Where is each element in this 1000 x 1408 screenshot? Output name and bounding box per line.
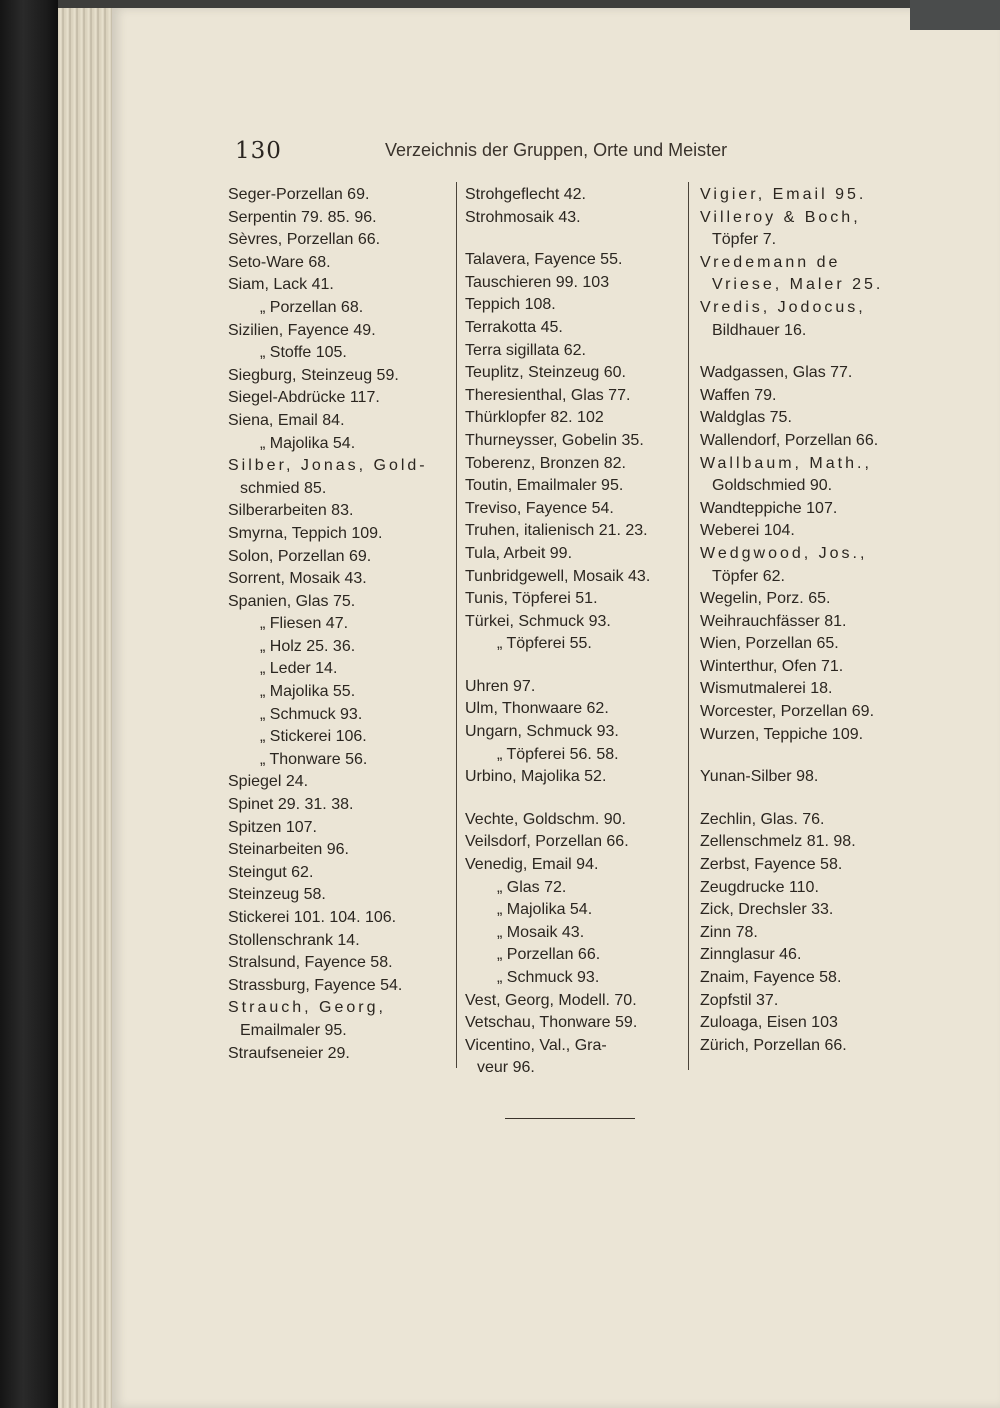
index-entry: Zinnglasur 46.	[700, 946, 802, 964]
index-entry: Vetschau, Thonware 59.	[465, 1014, 638, 1032]
index-entry-continuation: Vriese, Maler 25.	[712, 276, 884, 294]
index-entry: Strassburg, Fayence 54.	[228, 976, 403, 994]
index-entry: Vechte, Goldschm. 90.	[465, 810, 626, 828]
index-entry: Teuplitz, Steinzeug 60.	[465, 364, 626, 382]
index-entry-continuation: Töpfer 62.	[712, 567, 785, 585]
column-divider	[688, 182, 689, 1070]
index-entry: Strohmosaik 43.	[465, 208, 581, 226]
index-subentry: „ Schmuck 93.	[497, 969, 600, 986]
book-spine	[0, 0, 58, 1408]
index-entry: Thürklopfer 82. 102	[465, 409, 604, 427]
index-entry: Znaim, Fayence 58.	[700, 969, 842, 986]
index-entry: Treviso, Fayence 54.	[465, 499, 614, 517]
index-entry: Siegburg, Steinzeug 59.	[228, 366, 399, 384]
index-subentry: „ Leder 14.	[260, 660, 338, 678]
page-number: 130	[235, 138, 282, 164]
index-entry: Toberenz, Bronzen 82.	[465, 454, 626, 472]
index-entry: Truhen, italienisch 21. 23.	[465, 522, 648, 540]
index-entry: Teppich 108.	[465, 296, 556, 314]
index-entry: Tunis, Töpferei 51.	[465, 590, 598, 608]
index-entry: Strauch, Georg,	[228, 999, 386, 1017]
index-entry: Toutin, Emailmaler 95.	[465, 477, 624, 495]
index-entry-continuation: schmied 85.	[240, 479, 327, 497]
index-entry: Uhren 97.	[465, 677, 536, 695]
running-title: Verzeichnis der Gruppen, Orte und Meister	[385, 140, 728, 160]
index-entry: Vest, Georg, Modell. 70.	[465, 991, 637, 1009]
index-subentry: „ Töpferei 55.	[497, 635, 592, 653]
index-entry: Sèvres, Porzellan 66.	[228, 231, 381, 249]
index-entry: Smyrna, Teppich 109.	[228, 524, 383, 542]
index-entry: Wandteppiche 107.	[700, 499, 838, 517]
letter-gap	[700, 789, 930, 809]
index-entry: Wadgassen, Glas 77.	[700, 364, 853, 382]
index-entry: Weihrauchfässer 81.	[700, 612, 847, 630]
index-entry: Tula, Arbeit 99.	[465, 544, 573, 562]
index-subentry: „ Majolika 54.	[260, 434, 356, 452]
index-entry: Vredis, Jodocus,	[700, 298, 866, 316]
index-subentry: „ Holz 25. 36.	[260, 637, 356, 655]
index-subentry: „ Fliesen 47.	[260, 615, 349, 633]
index-entry: Wallbaum, Math.,	[700, 454, 872, 472]
index-entry: Wismutmalerei 18.	[700, 680, 833, 698]
index-entry: Spitzen 107.	[228, 818, 317, 836]
index-entry: Silberarbeiten 83.	[228, 502, 354, 520]
index-entry: Wallendorf, Porzellan 66.	[700, 431, 879, 449]
index-entry-continuation: Töpfer 7.	[712, 231, 777, 249]
index-entry: Wien, Porzellan 65.	[700, 635, 839, 653]
page-header	[235, 138, 780, 168]
scan-top-strip	[0, 0, 1000, 8]
index-entry: Theresienthal, Glas 77.	[465, 386, 631, 404]
letter-gap	[700, 746, 930, 766]
index-entry: Wegelin, Porz. 65.	[700, 590, 831, 608]
index-entry: Veilsdorf, Porzellan 66.	[465, 833, 629, 851]
index-entry: Wurzen, Teppiche 109.	[700, 725, 864, 743]
index-entry: Steinzeug 58.	[228, 886, 326, 904]
index-entry: Thurneysser, Gobelin 35.	[465, 431, 644, 449]
index-entry: Tunbridgewell, Mosaik 43.	[465, 567, 651, 585]
index-subentry: „ Schmuck 93.	[260, 705, 363, 723]
index-subentry: „ Majolika 54.	[497, 901, 593, 919]
index-entry-continuation: Emailmaler 95.	[240, 1021, 347, 1039]
letter-gap	[465, 229, 687, 249]
index-entry: Spanien, Glas 75.	[228, 592, 356, 610]
index-entry: Zerbst, Fayence 58.	[700, 856, 843, 874]
index-entry: Villeroy & Boch,	[700, 208, 861, 226]
index-subentry: „ Majolika 55.	[260, 683, 356, 701]
index-entry: Urbino, Majolika 52.	[465, 768, 607, 786]
index-entry: Terrakotta 45.	[465, 318, 563, 336]
index-subentry: „ Porzellan 68.	[260, 298, 364, 316]
index-entry: Spinet 29. 31. 38.	[228, 796, 354, 814]
index-entry: Stickerei 101. 104. 106.	[228, 909, 397, 926]
index-entry: Siena, Email 84.	[228, 411, 345, 429]
index-column-3	[700, 184, 930, 1057]
index-entry: Ulm, Thonwaare 62.	[465, 700, 609, 718]
index-entry: Wedgwood, Jos.,	[700, 544, 868, 562]
index-column-1	[228, 184, 453, 1065]
index-entry: Zechlin, Glas. 76.	[700, 810, 825, 828]
index-entry-continuation: Goldschmied 90.	[712, 477, 833, 495]
letter-gap	[465, 656, 687, 676]
index-entry: Straufseneier 29.	[228, 1044, 350, 1062]
index-entry: Weberei 104.	[700, 522, 795, 540]
index-entry: Vicentino, Val., Gra-	[465, 1036, 607, 1054]
index-entry: Siegel-Abdrücke 117.	[228, 389, 380, 407]
index-entry: Winterthur, Ofen 71.	[700, 657, 844, 675]
index-entry: Zopfstil 37.	[700, 991, 779, 1009]
index-entry: Seto-Ware 68.	[228, 253, 331, 271]
index-entry: Spiegel 24.	[228, 773, 309, 791]
index-entry: Vredemann de	[700, 253, 841, 271]
index-entry: Steingut 62.	[228, 863, 314, 881]
page-edges	[58, 8, 118, 1408]
index-entry: Zeugdrucke 110.	[700, 878, 819, 896]
index-subentry: „ Porzellan 66.	[497, 946, 601, 964]
index-entry: Tauschieren 99. 103	[465, 273, 610, 291]
index-column-2	[465, 184, 687, 1080]
index-entry: Zellenschmelz 81. 98.	[700, 833, 856, 851]
index-entry-continuation: veur 96.	[477, 1059, 535, 1077]
index-entry: Worcester, Porzellan 69.	[700, 703, 875, 721]
letter-gap	[700, 342, 930, 362]
index-entry: Seger-Porzellan 69.	[228, 186, 370, 203]
index-subentry: „ Töpferei 56. 58.	[497, 745, 619, 763]
letter-gap	[465, 789, 687, 809]
column-divider	[456, 182, 457, 1068]
index-entry: Terra sigillata 62.	[465, 341, 586, 359]
index-entry: Türkei, Schmuck 93.	[465, 612, 611, 630]
index-entry: Steinarbeiten 96.	[228, 841, 349, 859]
index-entry: Vigier, Email 95.	[700, 186, 867, 203]
index-entry: Venedig, Email 94.	[465, 856, 599, 874]
index-subentry: „ Thonware 56.	[260, 750, 368, 768]
index-entry: Siam, Lack 41.	[228, 276, 334, 294]
index-entry: Zinn 78.	[700, 923, 758, 941]
index-entry: Sorrent, Mosaik 43.	[228, 570, 367, 588]
index-entry: Silber, Jonas, Gold-	[228, 457, 428, 475]
index-entry: Zick, Drechsler 33.	[700, 901, 834, 919]
index-entry: Waldglas 75.	[700, 409, 792, 427]
index-entry: Stollenschrank 14.	[228, 931, 360, 949]
index-subentry: „ Mosaik 43.	[497, 923, 585, 941]
index-subentry: „ Stoffe 105.	[260, 344, 347, 362]
index-subentry: „ Stickerei 106.	[260, 728, 367, 746]
scan-corner	[910, 0, 1000, 30]
index-entry: Solon, Porzellan 69.	[228, 547, 372, 565]
index-entry: Ungarn, Schmuck 93.	[465, 723, 619, 741]
index-entry: Zuloaga, Eisen 103	[700, 1014, 838, 1032]
index-entry: Zürich, Porzellan 66.	[700, 1036, 847, 1054]
index-subentry: „ Glas 72.	[497, 878, 567, 896]
index-entry-continuation: Bildhauer 16.	[712, 321, 807, 339]
index-entry: Waffen 79.	[700, 386, 777, 404]
index-entry: Strohgeflecht 42.	[465, 186, 586, 203]
index-entry: Yunan-Silber 98.	[700, 768, 819, 786]
index-entry: Talavera, Fayence 55.	[465, 251, 623, 269]
end-rule	[505, 1118, 635, 1119]
index-entry: Stralsund, Fayence 58.	[228, 954, 393, 972]
index-entry: Sizilien, Fayence 49.	[228, 321, 376, 339]
index-entry: Serpentin 79. 85. 96.	[228, 208, 377, 226]
